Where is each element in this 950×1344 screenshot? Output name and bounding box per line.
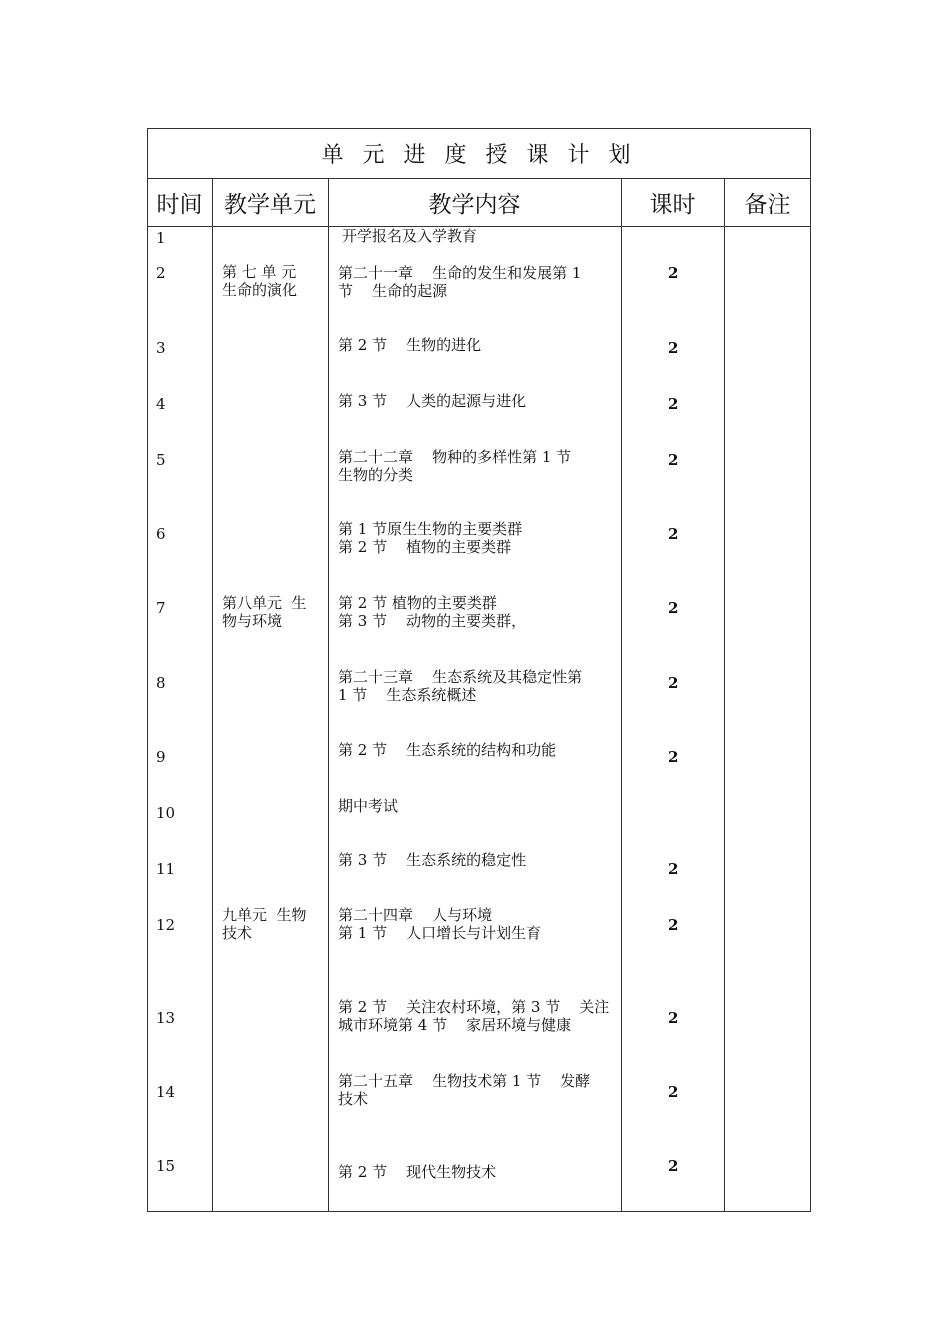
row-num: 2 (156, 264, 166, 282)
row-num: 1 (156, 229, 166, 247)
col-divider-2 (328, 178, 329, 1212)
row-hours: 2 (668, 339, 679, 357)
col-divider-4 (724, 178, 725, 1212)
row-hours: 2 (668, 599, 679, 617)
row-hours: 2 (668, 916, 679, 934)
row-num: 3 (156, 339, 166, 357)
row-hours: 2 (668, 1083, 679, 1101)
table-border-right (810, 128, 811, 1212)
row-num: 4 (156, 395, 166, 413)
row-content: 第 3 节 生态系统的稳定性 (338, 851, 527, 869)
row-hours: 2 (668, 1009, 679, 1027)
row-num: 6 (156, 525, 166, 543)
row-num: 13 (156, 1009, 176, 1027)
row-content: 第二十二章 物种的多样性第 1 节 生物的分类 (338, 448, 572, 484)
unit-7: 第 七 单 元 生命的演化 (222, 263, 298, 299)
col-divider-1 (212, 178, 213, 1212)
row-content: 开学报名及入学教育 (342, 227, 478, 245)
row-hours: 2 (668, 860, 679, 878)
row-content: 第 2 节 关注农村环境，第 3 节 关注 城市环境第 4 节 家居环境与健康 (338, 998, 610, 1034)
schedule-table (147, 128, 811, 1212)
row-content: 第二十五章 生物技术第 1 节 发酵 技术 (338, 1072, 591, 1108)
row-num: 12 (156, 916, 176, 934)
header-time: 时间 (156, 191, 203, 218)
row-num: 8 (156, 674, 166, 692)
row-content: 第 2 节 生态系统的结构和功能 (338, 741, 557, 759)
table-border-bottom (147, 1211, 811, 1212)
table-title: 单 元 进 度 授 课 计 划 (321, 142, 637, 168)
header-divider (147, 226, 811, 227)
row-content: 第 3 节 人类的起源与进化 (338, 392, 527, 410)
row-content: 第二十一章 生命的发生和发展第 1 节 生命的起源 (338, 264, 582, 300)
row-content: 第 2 节 生物的进化 (338, 336, 482, 354)
row-num: 5 (156, 451, 166, 469)
row-num: 9 (156, 748, 166, 766)
row-content: 第 2 节 现代生物技术 (338, 1163, 497, 1181)
col-divider-3 (621, 178, 622, 1212)
row-content: 第 1 节原生生物的主要类群 第 2 节 植物的主要类群 (338, 520, 523, 556)
row-num: 10 (156, 804, 176, 822)
row-content: 第 2 节 植物的主要类群 第 3 节 动物的主要类群， (338, 594, 527, 630)
header-notes: 备注 (744, 191, 791, 218)
row-hours: 2 (668, 525, 679, 543)
unit-9: 九单元 生物 技术 (222, 906, 307, 942)
row-hours: 2 (668, 395, 679, 413)
row-num: 15 (156, 1157, 176, 1175)
row-hours: 2 (668, 264, 679, 282)
row-hours: 2 (668, 748, 679, 766)
row-content: 期中考试 (338, 797, 399, 815)
row-num: 14 (156, 1083, 176, 1101)
row-hours: 2 (668, 451, 679, 469)
header-hours: 课时 (649, 191, 696, 218)
row-num: 7 (156, 599, 166, 617)
row-hours: 2 (668, 674, 679, 692)
row-content: 第二十三章 生态系统及其稳定性第 1 节 生态系统概述 (338, 668, 583, 704)
row-num: 11 (156, 860, 176, 878)
unit-8: 第八单元 生 物与环境 (222, 594, 307, 630)
table-border-left (147, 128, 148, 1212)
header-content: 教学内容 (428, 191, 521, 218)
header-unit: 教学单元 (224, 191, 316, 218)
row-hours: 2 (668, 1157, 679, 1175)
row-content: 第二十四章 人与环境 第 1 节 人口增长与计划生育 (338, 906, 542, 942)
